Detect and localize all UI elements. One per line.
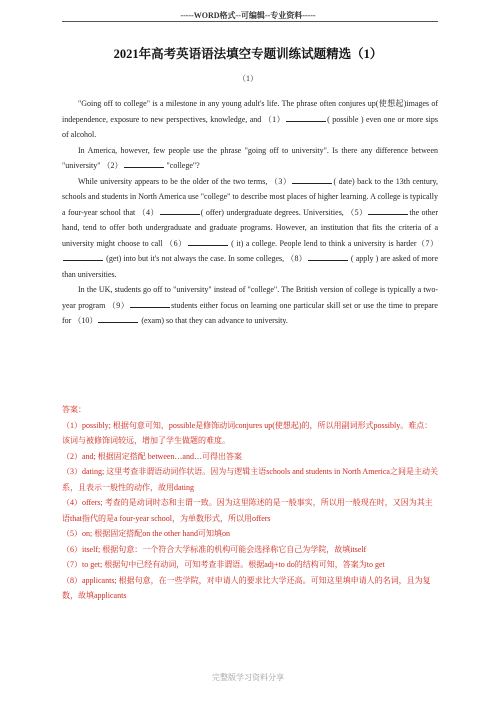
fill-in-blank[interactable] <box>63 251 103 261</box>
fill-in-blank[interactable] <box>286 112 326 122</box>
answer-item: （3）dating; 这里考查非谓语动词作状语。因为与逻辑主语schools and students in North America之间是主动关系，且表示一般性的动作，故用dating <box>62 467 438 492</box>
passage-text: While university appears to be the older of the two terms, （3） <box>78 176 292 186</box>
passage-body <box>62 96 438 329</box>
passage-number: （1） <box>238 74 258 83</box>
answer-item: （5）on; 根据固定搭配on the other hand可知填on <box>62 529 230 538</box>
passage-paragraph <box>62 96 438 143</box>
answers-label: 答案： <box>62 405 86 414</box>
answer-list <box>62 418 438 604</box>
passage-text: ( date) back to the 13th century, schools and students in North America use "college" to describe most places of higher learning. A college is typically a four-year school that （4） <box>62 176 438 217</box>
passage-text: the other hand, tend to offer both undergraduate and graduate programs. However, an institution that fits the criteria of a university might choose to call （6） <box>62 207 438 248</box>
answer-item: （4）offers; 考查的是动词时态和主谓一致。因为这里陈述的是一般事实，所以用一般现在时，又因为其主语that指代的是a four-year school，为单数形式，所以用offers <box>62 498 433 523</box>
answer-item: （8）applicants; 根据句意，在一些学院，对申请人的要求比大学还高。可知这里填申请人的名词，且为复数，故填applicants <box>62 575 431 600</box>
passage-text: ( it) a college. People lend to think a university is harder（7） <box>228 238 439 248</box>
passage-text: ( possible ) even one or more sips of alcohol. <box>62 114 438 139</box>
passage-paragraph <box>62 143 438 174</box>
answer-item: （6）itself; 根据句意：一个符合大学标准的机构可能会选择称它自己为学院，故填itself <box>62 544 367 554</box>
header-divider <box>62 21 438 22</box>
page-header: -----WORD格式--可编辑--专业资料----- <box>180 11 316 20</box>
page-footer: 完整版学习资料分享 <box>212 673 284 682</box>
passage-text: "Going off to college" is a milestone in any young adult's life. The phrase often conjures up(使想起)images of independence, exposure to new perspectives, knowledge, and （1） <box>62 99 438 124</box>
answers-section <box>62 402 438 604</box>
fill-in-blank[interactable] <box>292 174 332 184</box>
passage-text: "college"? <box>164 161 200 170</box>
document-title: 2021年高考英语语法填空专题训练试题精选（1） <box>113 47 383 61</box>
passage-text: students either focus on learning one particular skill set or use the time to prepare for （10） <box>62 300 438 325</box>
answer-item: （7）to get; 根据句中已经有动词，可知考查非谓语。根据adj+to do的结构可知，答案为to get <box>62 560 385 569</box>
fill-in-blank[interactable] <box>188 236 228 246</box>
passage-text: In America, however, few people use the phrase "going off to university". Is there any difference between "university" （2） <box>62 145 438 170</box>
passage-text: In the UK, students go off to "university" instead of "college". The British version of college is typically a two-year program （9） <box>62 285 438 310</box>
fill-in-blank[interactable] <box>130 298 170 308</box>
answer-item: （1）possibly; 根据句意可知，possible是修饰动词conjures up(使想起)的，所以用副词形式possibly。难点：该词与被修饰词较远，增加了学生做题的难度。 <box>62 420 433 445</box>
fill-in-blank[interactable] <box>160 205 200 215</box>
fill-in-blank[interactable] <box>368 205 408 215</box>
passage-text: (get) into but it's not always the case. In some colleges, （8） <box>104 254 307 263</box>
passage-text: ( apply ) are asked of more than universities. <box>62 254 438 279</box>
answer-item: （2）and; 根据固定搭配 between…and…可得出答案 <box>62 451 242 461</box>
fill-in-blank[interactable] <box>308 251 348 261</box>
fill-in-blank[interactable] <box>124 158 164 168</box>
passage-text: (exam) so that they can advance to university. <box>139 316 288 325</box>
passage-text: ( offer) undergraduate degrees. Universities, （5） <box>200 207 368 217</box>
passage-paragraph <box>62 174 438 283</box>
passage-paragraph <box>62 282 438 329</box>
fill-in-blank[interactable] <box>98 313 138 323</box>
